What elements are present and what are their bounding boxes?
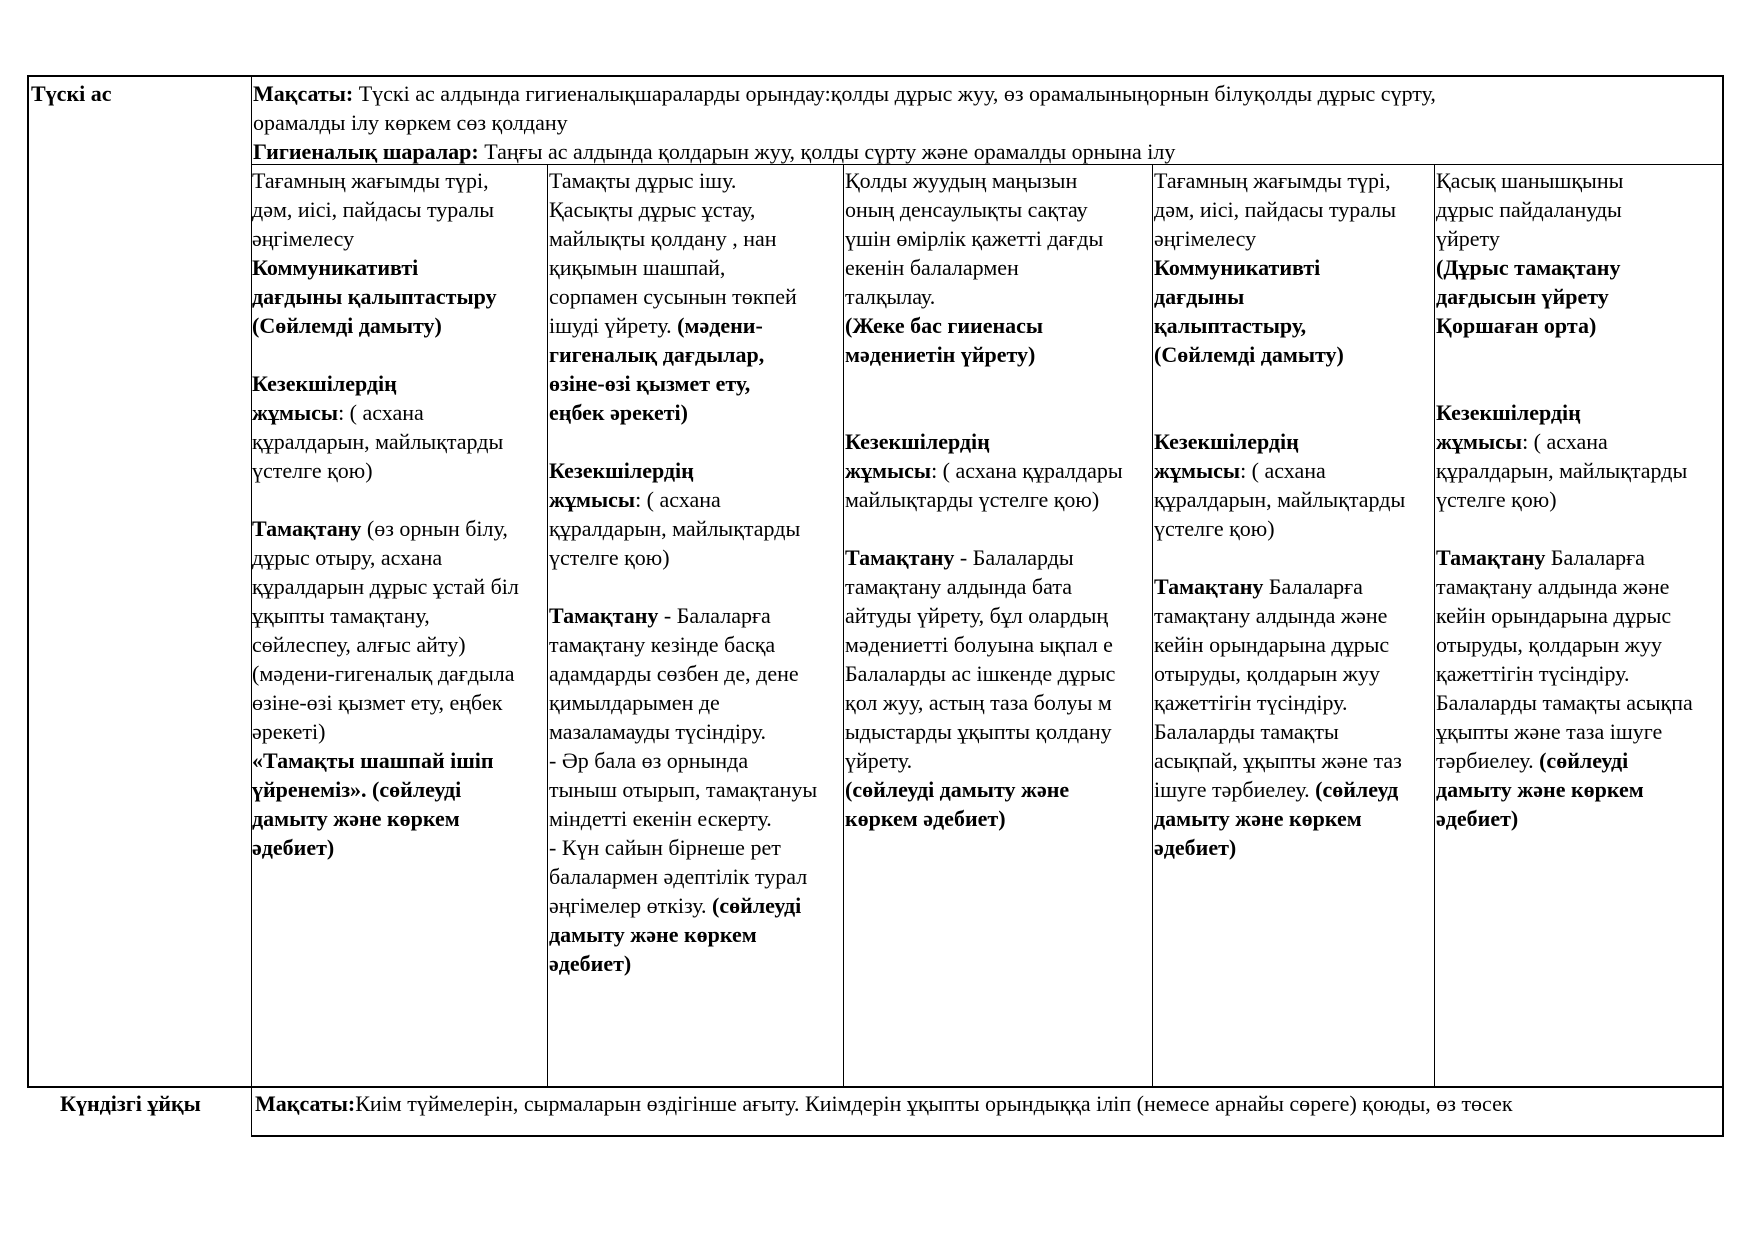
text-run: адамдарды сөзбен де, дене [549,661,799,686]
text-run: қалыптастыру, [1154,313,1307,338]
text-run: құралдарын, майлықтарды [252,429,504,454]
text-run: әңгімелесу [1154,226,1257,251]
text-run: Тағамның жағымды түрі, [252,168,489,193]
blank-line [1154,543,1433,572]
text-line [252,224,546,253]
text-run: отыруды, қолдарын жуу [1436,632,1662,657]
nap-goal-text: Киім түймелерін, сырмаларын өздігінше ағыту. Киімдерін ұқыпты орындыққа іліп (немесе арнайы сөреге) қоюды, өз төсек [355,1091,1513,1116]
text-line [252,804,546,833]
text-run: Кезекшілердің [1436,400,1581,425]
day-cell-3 [845,166,1151,1084]
text-run: үстелге қою) [252,458,373,483]
text-run: әдебиет) [549,951,632,976]
text-run: мәдениетті болуына ықпал е [845,632,1113,657]
text-line [1154,572,1433,601]
blank-line [252,340,546,369]
text-line [549,456,842,485]
text-run: Балаларды ас ішкенде дұрыс [845,661,1116,686]
text-line [845,804,1151,833]
text-run: Тамақтану [1436,545,1546,570]
text-line [549,659,842,688]
text-line [1154,514,1433,543]
text-run: айтуды үйрету, бұл олардың [845,603,1109,628]
text-line [845,572,1151,601]
text-run: : ( асхана құралдары [931,458,1123,483]
text-line [549,833,842,862]
hygiene-text: Таңғы ас алдында қолдарын жуу, қолды сүрту және орамалды орнына ілу [478,139,1176,164]
text-run: жұмысы [252,400,339,425]
text-run: сорпамен сусынын төкпей [549,284,797,309]
hygiene-label: Гигиеналық шаралар: [253,139,479,164]
text-run: дағдысын үйрету [1436,284,1609,309]
text-line [845,601,1151,630]
text-line [1436,543,1721,572]
text-run: тәрбиелеу. [1436,748,1540,773]
day-cell-2 [549,166,842,1084]
day-cell-4 [1154,166,1433,1084]
text-line [1436,659,1721,688]
table-top-border [27,75,1724,77]
text-line [845,195,1151,224]
text-run: : ( асхана [1240,458,1326,483]
text-run: Кезекшілердің [1154,429,1299,454]
text-line [845,166,1151,195]
text-run: Балаларды тамақты [1154,719,1339,744]
text-line [845,224,1151,253]
text-run: құралдарын, майлықтарды [1154,487,1406,512]
text-line [1436,601,1721,630]
text-run: Тағамның жағымды түрі, [1154,168,1391,193]
text-run: ұқыпты және таза ішуге [1436,719,1663,744]
text-run: құралдарын, майлықтарды [1436,458,1688,483]
text-line [549,253,842,282]
text-run: әдебиет) [252,835,335,860]
text-line [1154,311,1433,340]
text-run: асықпай, ұқыпты және таз [1154,748,1402,773]
text-run: : ( асхана [1522,429,1608,454]
day-cell-1 [252,166,546,1084]
text-run: майлықтарды үстелге қою) [845,487,1100,512]
text-line [1154,253,1433,282]
text-line [252,833,546,862]
text-run: әдебиет) [1436,806,1519,831]
text-line [549,340,842,369]
nap-goal-label: Мақсаты: [255,1091,356,1116]
text-run: балалармен әдептілік турал [549,864,808,889]
text-run: (сөйлеуд [1315,777,1399,802]
text-line [549,282,842,311]
text-line [549,311,842,340]
text-line [252,398,546,427]
text-line [1436,224,1721,253]
text-line [845,717,1151,746]
text-line [845,253,1151,282]
text-run: Тамақтану [845,545,955,570]
text-line [252,630,546,659]
blank-line [845,369,1151,398]
text-run: құралдарын дұрыс ұстай біл [252,574,519,599]
text-run: - Күн сайын бірнеше рет [549,835,781,860]
text-line [549,949,842,978]
text-run: әдебиет) [1154,835,1237,860]
text-run: (өз орнын білу, [361,516,508,541]
text-line [1436,688,1721,717]
text-line [1154,833,1433,862]
text-line [252,456,546,485]
text-run: кейін орындарына дұрыс [1436,603,1672,628]
text-line [252,427,546,456]
text-run: Балаларды тамақты асықпа [1436,690,1693,715]
text-run: дағдыны [1154,284,1245,309]
blank-line [549,427,842,456]
day-divider-3 [1152,164,1153,1088]
lunch-goal-line-2: орамалды ілу көркем сөз қолдану [253,110,568,135]
text-line [1436,572,1721,601]
text-line [1154,688,1433,717]
text-line [845,456,1151,485]
blank-line [252,485,546,514]
text-line [549,746,842,775]
text-run: - Балаларды [954,545,1074,570]
text-line [845,775,1151,804]
text-line [1436,427,1721,456]
text-run: - Әр бала өз орнында [549,748,749,773]
text-run: үйренеміз». (сөйлеуді [252,777,462,802]
text-run: Тамақтану [549,603,659,628]
text-line [252,514,546,543]
text-line [549,862,842,891]
lunch-row-label: Түскі ас [31,81,112,106]
text-run: - Балаларға [658,603,771,628]
text-line [252,572,546,601]
text-run: жұмысы [1154,458,1241,483]
text-line [549,485,842,514]
text-run: (сөйлеуді дамыту және [845,777,1070,802]
text-line [845,543,1151,572]
text-line [549,398,842,427]
text-line [1436,195,1721,224]
text-run: тыныш отырып, тамақтануы [549,777,818,802]
blank-line [1154,369,1433,398]
text-line [549,920,842,949]
text-run: Кезекшілердің [549,458,694,483]
text-run: Балаларға [1545,545,1645,570]
text-run: дамыту және көркем [252,806,460,831]
text-line [1436,746,1721,775]
text-line [1154,456,1433,485]
lunch-goal-label: Мақсаты: [253,81,354,106]
text-run: міндетті екенін ескерту. [549,806,772,831]
text-line [252,195,546,224]
text-run: үшін өмірлік қажетті дағды [845,226,1104,251]
text-run: жұмысы [845,458,932,483]
text-line [1154,485,1433,514]
text-line [1436,804,1721,833]
text-run: тамақтану алдында бата [845,574,1072,599]
text-line [252,282,546,311]
text-run: дағдыны қалыптастыру [252,284,497,309]
text-run: мәдениетін үйрету) [845,342,1036,367]
nap-row-label: Күндізгі ұйқы [60,1091,201,1116]
text-run: мазаламауды түсіндіру. [549,719,767,744]
text-line [1154,775,1433,804]
text-run: үстелге қою) [1436,487,1557,512]
text-line [1436,166,1721,195]
text-line [549,630,842,659]
text-run: еңбек әрекеті) [549,400,688,425]
text-run: жұмысы [549,487,636,512]
blank-line [845,514,1151,543]
text-run: кейін орындарына дұрыс [1154,632,1390,657]
text-run: қимылдарымен де [549,690,720,715]
text-line [252,717,546,746]
text-run: әңгімелесу [252,226,355,251]
text-line [1436,775,1721,804]
text-line [549,195,842,224]
text-run: (мәдени- [677,313,763,338]
text-run: Қасық шанышқыны [1436,168,1624,193]
day-cell-5 [1436,166,1721,1084]
text-line [549,775,842,804]
text-run: қиқымын шашпай, [549,255,726,280]
table-bottom-border [251,1135,1724,1137]
text-run: гигеналық дағдылар, [549,342,765,367]
text-line [1154,746,1433,775]
text-line [252,543,546,572]
text-run: : ( асхана [338,400,424,425]
text-run: дәм, иісі, пайдасы туралы [1154,197,1396,222]
text-run: қажеттігін түсіндіру. [1436,661,1630,686]
text-run: үйрету. [845,748,913,773]
text-line [845,688,1151,717]
text-line [252,775,546,804]
text-line [1436,282,1721,311]
text-line [1154,717,1433,746]
text-line [845,311,1151,340]
text-run: (Жеке бас гииенасы [845,313,1044,338]
lunch-goal-block [253,79,1721,165]
text-run: Тамақтану [252,516,362,541]
table-left-border [27,75,29,1088]
text-line [252,688,546,717]
blank-line [1154,398,1433,427]
text-line [1154,282,1433,311]
text-run: қол жуу, астың таза болуы м [845,690,1112,715]
day-divider-1 [547,164,548,1088]
text-line [1154,427,1433,456]
text-run: жұмысы [1436,429,1523,454]
blank-line [1436,514,1721,543]
text-run: дамыту және көркем [1154,806,1362,831]
text-line [845,659,1151,688]
day-divider-2 [843,164,844,1088]
text-line [549,514,842,543]
text-line [845,630,1151,659]
text-run: Коммуникативті [252,255,419,280]
text-line [1154,224,1433,253]
text-line [549,688,842,717]
text-run: үйрету [1436,226,1500,251]
text-run: Кезекшілердің [845,429,990,454]
text-line [1436,253,1721,282]
text-line [1436,456,1721,485]
text-run: ішуге тәрбиелеу. [1154,777,1316,802]
text-run: ыдыстарды ұқыпты қолдану [845,719,1112,744]
text-line [1154,630,1433,659]
text-run: ішуді үйрету. [549,313,678,338]
text-line [1436,630,1721,659]
text-run: Қасықты дұрыс ұстау, [549,197,756,222]
text-run: екенін балалармен [845,255,1019,280]
text-run: : ( асхана [635,487,721,512]
text-run: Кезекшілердің [252,371,397,396]
day-divider-4 [1434,164,1435,1088]
lunch-goal-text: Түскі ас алдында гигиеналықшараларды орындау:қолды дұрыс жуу, өз орамалыныңорнын білуқолды дұрыс сүрту, [353,81,1436,106]
text-run: майлықты қолдану , нан [549,226,777,251]
text-run: тамақтану кезінде басқа [549,632,776,657]
text-run: үстелге қою) [549,545,670,570]
text-line [252,601,546,630]
text-line [1436,398,1721,427]
text-run: Тамақты дұрыс ішу. [549,168,737,193]
text-run: Қолды жуудың маңызын [845,168,1078,193]
text-line [1436,485,1721,514]
text-line [845,485,1151,514]
text-line [1154,601,1433,630]
text-run: «Тамақты шашпай ішіп [252,748,494,773]
text-line [549,224,842,253]
text-line [845,746,1151,775]
text-line [549,804,842,833]
text-run: Коммуникативті [1154,255,1321,280]
text-run: көркем әдебиет) [845,806,1006,831]
text-run: дамыту және көркем [549,922,757,947]
text-run: Тамақтану [1154,574,1264,599]
text-line [549,166,842,195]
text-line [252,166,546,195]
text-line [1154,659,1433,688]
text-line [252,253,546,282]
text-line [549,891,842,920]
text-run: өзіне-өзі қызмет ету, еңбек [252,690,503,715]
text-run: дұрыс отыру, асхана [252,545,443,570]
text-run: әрекеті) [252,719,326,744]
text-line [1154,166,1433,195]
text-line [549,369,842,398]
text-run: өзіне-өзі қызмет ету, [549,371,751,396]
text-run: (мәдени-гигеналық дағдыла [252,661,515,686]
text-run: оның денсаулықты сақтау [845,197,1088,222]
blank-line [1436,340,1721,369]
text-run: талқылау. [845,284,936,309]
text-run: (Сөйлемді дамыту) [252,313,442,338]
text-run: дұрыс пайдалануды [1436,197,1622,222]
text-line [549,543,842,572]
text-run: ұқыпты тамақтану, [252,603,430,628]
text-run: қажеттігін түсіндіру. [1154,690,1348,715]
text-line [1154,195,1433,224]
nap-goal-block [255,1089,1720,1133]
blank-line [845,398,1151,427]
text-line [252,746,546,775]
text-run: (Сөйлемді дамыту) [1154,342,1344,367]
text-line [845,427,1151,456]
text-line [252,369,546,398]
text-run: құралдарын, майлықтарды [549,516,801,541]
text-run: (сөйлеуді [1539,748,1629,773]
text-line [1154,804,1433,833]
text-run: Қоршаған орта) [1436,313,1597,338]
text-run: (Дұрыс тамақтану [1436,255,1621,280]
text-line [1436,311,1721,340]
text-run: отыруды, қолдарын жуу [1154,661,1380,686]
text-line [549,717,842,746]
text-run: сөйлеспеу, алғыс айту) [252,632,466,657]
row-divider [27,1086,1724,1088]
text-run: дамыту және көркем [1436,777,1644,802]
lunch-hygiene-line [253,137,1721,165]
text-run: әңгімелер өткізу. [549,893,713,918]
text-run: тамақтану алдында және [1436,574,1670,599]
nap-goal-line [255,1089,1720,1118]
table-right-border [1722,75,1724,1137]
text-run: (сөйлеуді [712,893,802,918]
text-run: үстелге қою) [1154,516,1275,541]
text-run: тамақтану алдында және [1154,603,1388,628]
lunch-goal-line-1 [253,79,1721,108]
text-line [1436,717,1721,746]
text-line [252,311,546,340]
blank-line [1436,369,1721,398]
text-run: Балаларға [1263,574,1363,599]
text-line [845,340,1151,369]
text-line [549,601,842,630]
text-line [252,659,546,688]
text-line [845,282,1151,311]
blank-line [549,572,842,601]
text-line [1154,340,1433,369]
text-run: дәм, иісі, пайдасы туралы [252,197,494,222]
